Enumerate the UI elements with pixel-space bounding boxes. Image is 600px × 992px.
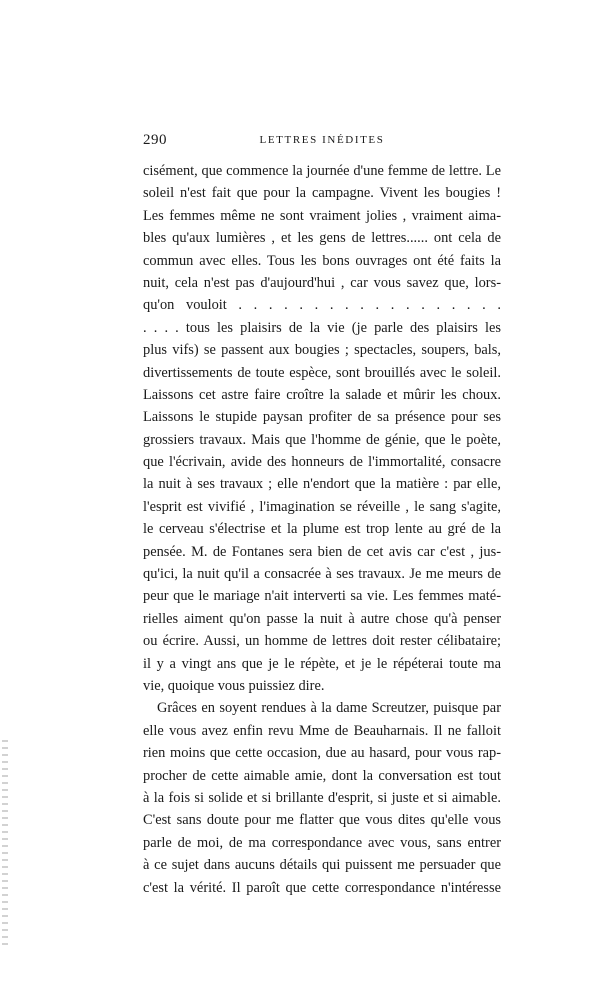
body-text [143,160,501,899]
text-line: qu'on vouloit . . . . . . . . . . . . . . . . . . [143,297,501,314]
text-line: cisément, que commence la journée d'une femme de lettre. Le [143,163,501,179]
text-line: Les femmes même ne sont vraiment jolies , vraiment aima- [143,207,501,224]
text-line: divertissements de toute espèce, sont brouillés avec le soleil. [143,364,501,381]
text-line: plus vifs) se passent aux bougies ; spectacles, soupers, bals, [143,342,501,359]
text-line: . . . . tous les plaisirs de la vie (je parle des plaisirs les [143,319,501,336]
text-line: ou écrire. Aussi, un homme de lettres doit rester célibataire; [143,633,501,650]
text-line: soleil n'est fait que pour la campagne. Vivent les bougies ! [143,185,501,202]
scan-margin-marks [2,740,8,950]
text-line: pensée. M. de Fontanes sera bien de cet avis car c'est , jus- [143,543,501,560]
text-line: il y a vingt ans que je le répète, et je le répéterai toute ma [143,655,501,672]
page-header [143,132,501,152]
text-line: parle de moi, de ma correspondance avec vous, sans entrer [143,834,501,851]
text-line: Laissons cet astre faire croître la salade et mûrir les choux. [143,386,501,403]
text-line: le cerveau s'électrise et la plume est trop lente au gré de la [143,521,501,538]
text-line: vie, quoique vous puissiez dire. [143,677,325,694]
running-title: LETTRES INÉDITES [259,134,385,146]
text-line: la nuit à ses travaux ; elle n'endort que la matière : par elle, [143,476,501,493]
page-number: 290 [143,132,167,148]
text-line: bles qu'aux lumières , et les gens de lettres...... ont cela de [143,230,501,247]
text-line: nuit, cela n'est pas d'aujourd'hui , car vous savez que, lors- [143,274,501,291]
text-line: Laissons le stupide paysan profiter de sa présence pour ses [143,409,501,426]
text-line: que l'écrivain, avide des honneurs de l'immortalité, consacre [143,454,501,471]
text-line: qu'ici, la nuit qu'il a consacrée à ses travaux. Je me meurs de [143,566,501,583]
text-line: peur que le mariage n'ait interverti sa vie. Les femmes maté- [143,588,501,605]
text-line: c'est la vérité. Il paroît que cette correspondance n'intéresse [143,879,501,896]
text-line: grossiers travaux. Mais que l'homme de génie, que le poète, [143,431,501,448]
text-line: à la fois si solide et si brillante d'esprit, si juste et si aimable. [143,789,501,806]
text-line: procher de cette aimable amie, dont la conversation est tout [143,767,501,784]
text-line: rielles aiment qu'on passe la nuit à autre chose qu'à penser [143,610,501,627]
text-line: Grâces en soyent rendues à la dame Screutzer, puisque par [157,700,501,717]
text-line: commun avec elles. Tous les bons ouvrages ont été faits la [143,252,501,269]
text-line: à ce sujet dans aucuns détails qui puissent me persuader que [143,857,501,874]
text-line: l'esprit est vivifié , l'imagination se réveille , le sang s'agite, [143,498,501,515]
text-line: elle vous avez enfin revu Mme de Beauharnais. Il ne falloit [143,722,501,739]
text-line: rien moins que cette occasion, due au hasard, pour vous rap- [143,745,501,762]
text-line: C'est sans doute pour me flatter que vous dites qu'elle vous [143,812,501,829]
